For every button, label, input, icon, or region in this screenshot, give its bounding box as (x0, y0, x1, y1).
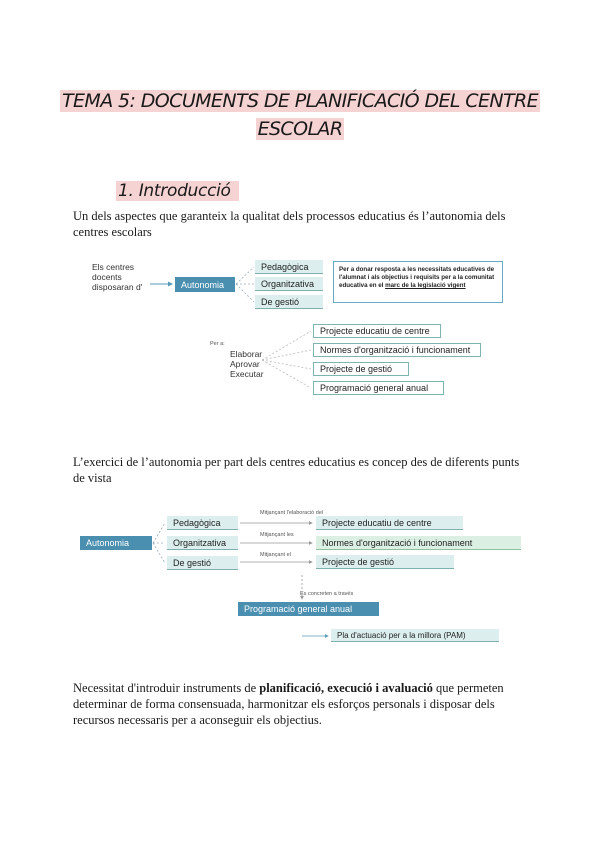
paragraph-2: L’exercici de l’autonomia per part dels centres educatius es concep des de diferents punts de vista (73, 455, 520, 485)
arrow-label-1: Mitjançant l'elaboració del (260, 510, 324, 516)
d2-branch-lines (262, 331, 311, 388)
doc-normes: Normes d'organització i funcionament (313, 343, 481, 357)
down-label: Es concreten a través (300, 591, 354, 597)
section-heading-text: 1. Introducció (116, 181, 239, 201)
p3-part2: que permeten determinar de forma consensuada, harmonitzar els esforços personals i disposar dels recursos necessaris per a aconseguir els objectius. (73, 681, 504, 727)
d1-branch-lines (236, 267, 254, 302)
doc-projecte-gestio: Projecte de gestió (313, 362, 409, 376)
d3-normes: Normes d'organització i funcionament (316, 536, 521, 550)
autonomia-box-1: Autonomia (175, 277, 235, 292)
arrow-label-3: Mitjançant el (260, 552, 291, 558)
paragraph-1: Un dels aspectes que garanteix la qualitat dels processos educatius és l’autonomia dels centres escolars (73, 209, 506, 239)
d3-branch-lines (153, 523, 165, 563)
branch-organitzativa: Organitzativa (255, 277, 323, 291)
paragraph-3 (73, 680, 535, 728)
verb-executar: Executar (230, 369, 264, 379)
autonomia-box-2: Autonomia (80, 536, 152, 550)
doc-programacio: Programació general anual (313, 381, 444, 395)
branch-gestio: De gestió (255, 295, 323, 309)
title-line-1: TEMA 5: DOCUMENTS DE PLANIFICACIÓ DEL CENTRE (62, 90, 538, 112)
intro-line: docents (92, 272, 122, 282)
d3-pam: Pla d'actuació per a la millora (PAM) (331, 629, 499, 642)
d3-gestio: De gestió (167, 556, 238, 570)
d3-projecte-educatiu: Projecte educatiu de centre (316, 516, 463, 530)
note-link: marc de la legislació vigent (385, 282, 466, 289)
note-text: Per a donar resposta a les necessitats educatives de l'alumnat i als objectius i requisits per a la comunitat educativa en el (339, 266, 495, 289)
d3-programacio-anual: Programació general anual (238, 602, 379, 616)
intro-line: disposaran d' (92, 282, 143, 292)
p3-bold: planificació, execució i avaluació (259, 681, 433, 695)
verb-elaborar: Elaborar (230, 349, 263, 359)
branch-pedagogica: Pedagògica (255, 260, 323, 274)
verb-aprovar: Aprovar (230, 359, 260, 369)
diagram2-intro: Per a: (210, 341, 225, 347)
title-line-2: ESCOLAR (257, 118, 343, 140)
d3-projecte-gestio: Projecte de gestió (316, 555, 454, 569)
intro-line: Els centres (92, 262, 135, 272)
p3-part1: Necessitat d'introduir instruments de (73, 681, 260, 695)
arrow-label-2: Mitjançant les (260, 532, 294, 538)
doc-projecte-educatiu: Projecte educatiu de centre (313, 324, 441, 338)
d3-organitzativa: Organitzativa (167, 536, 238, 550)
d3-pedagogica: Pedagògica (167, 516, 238, 530)
